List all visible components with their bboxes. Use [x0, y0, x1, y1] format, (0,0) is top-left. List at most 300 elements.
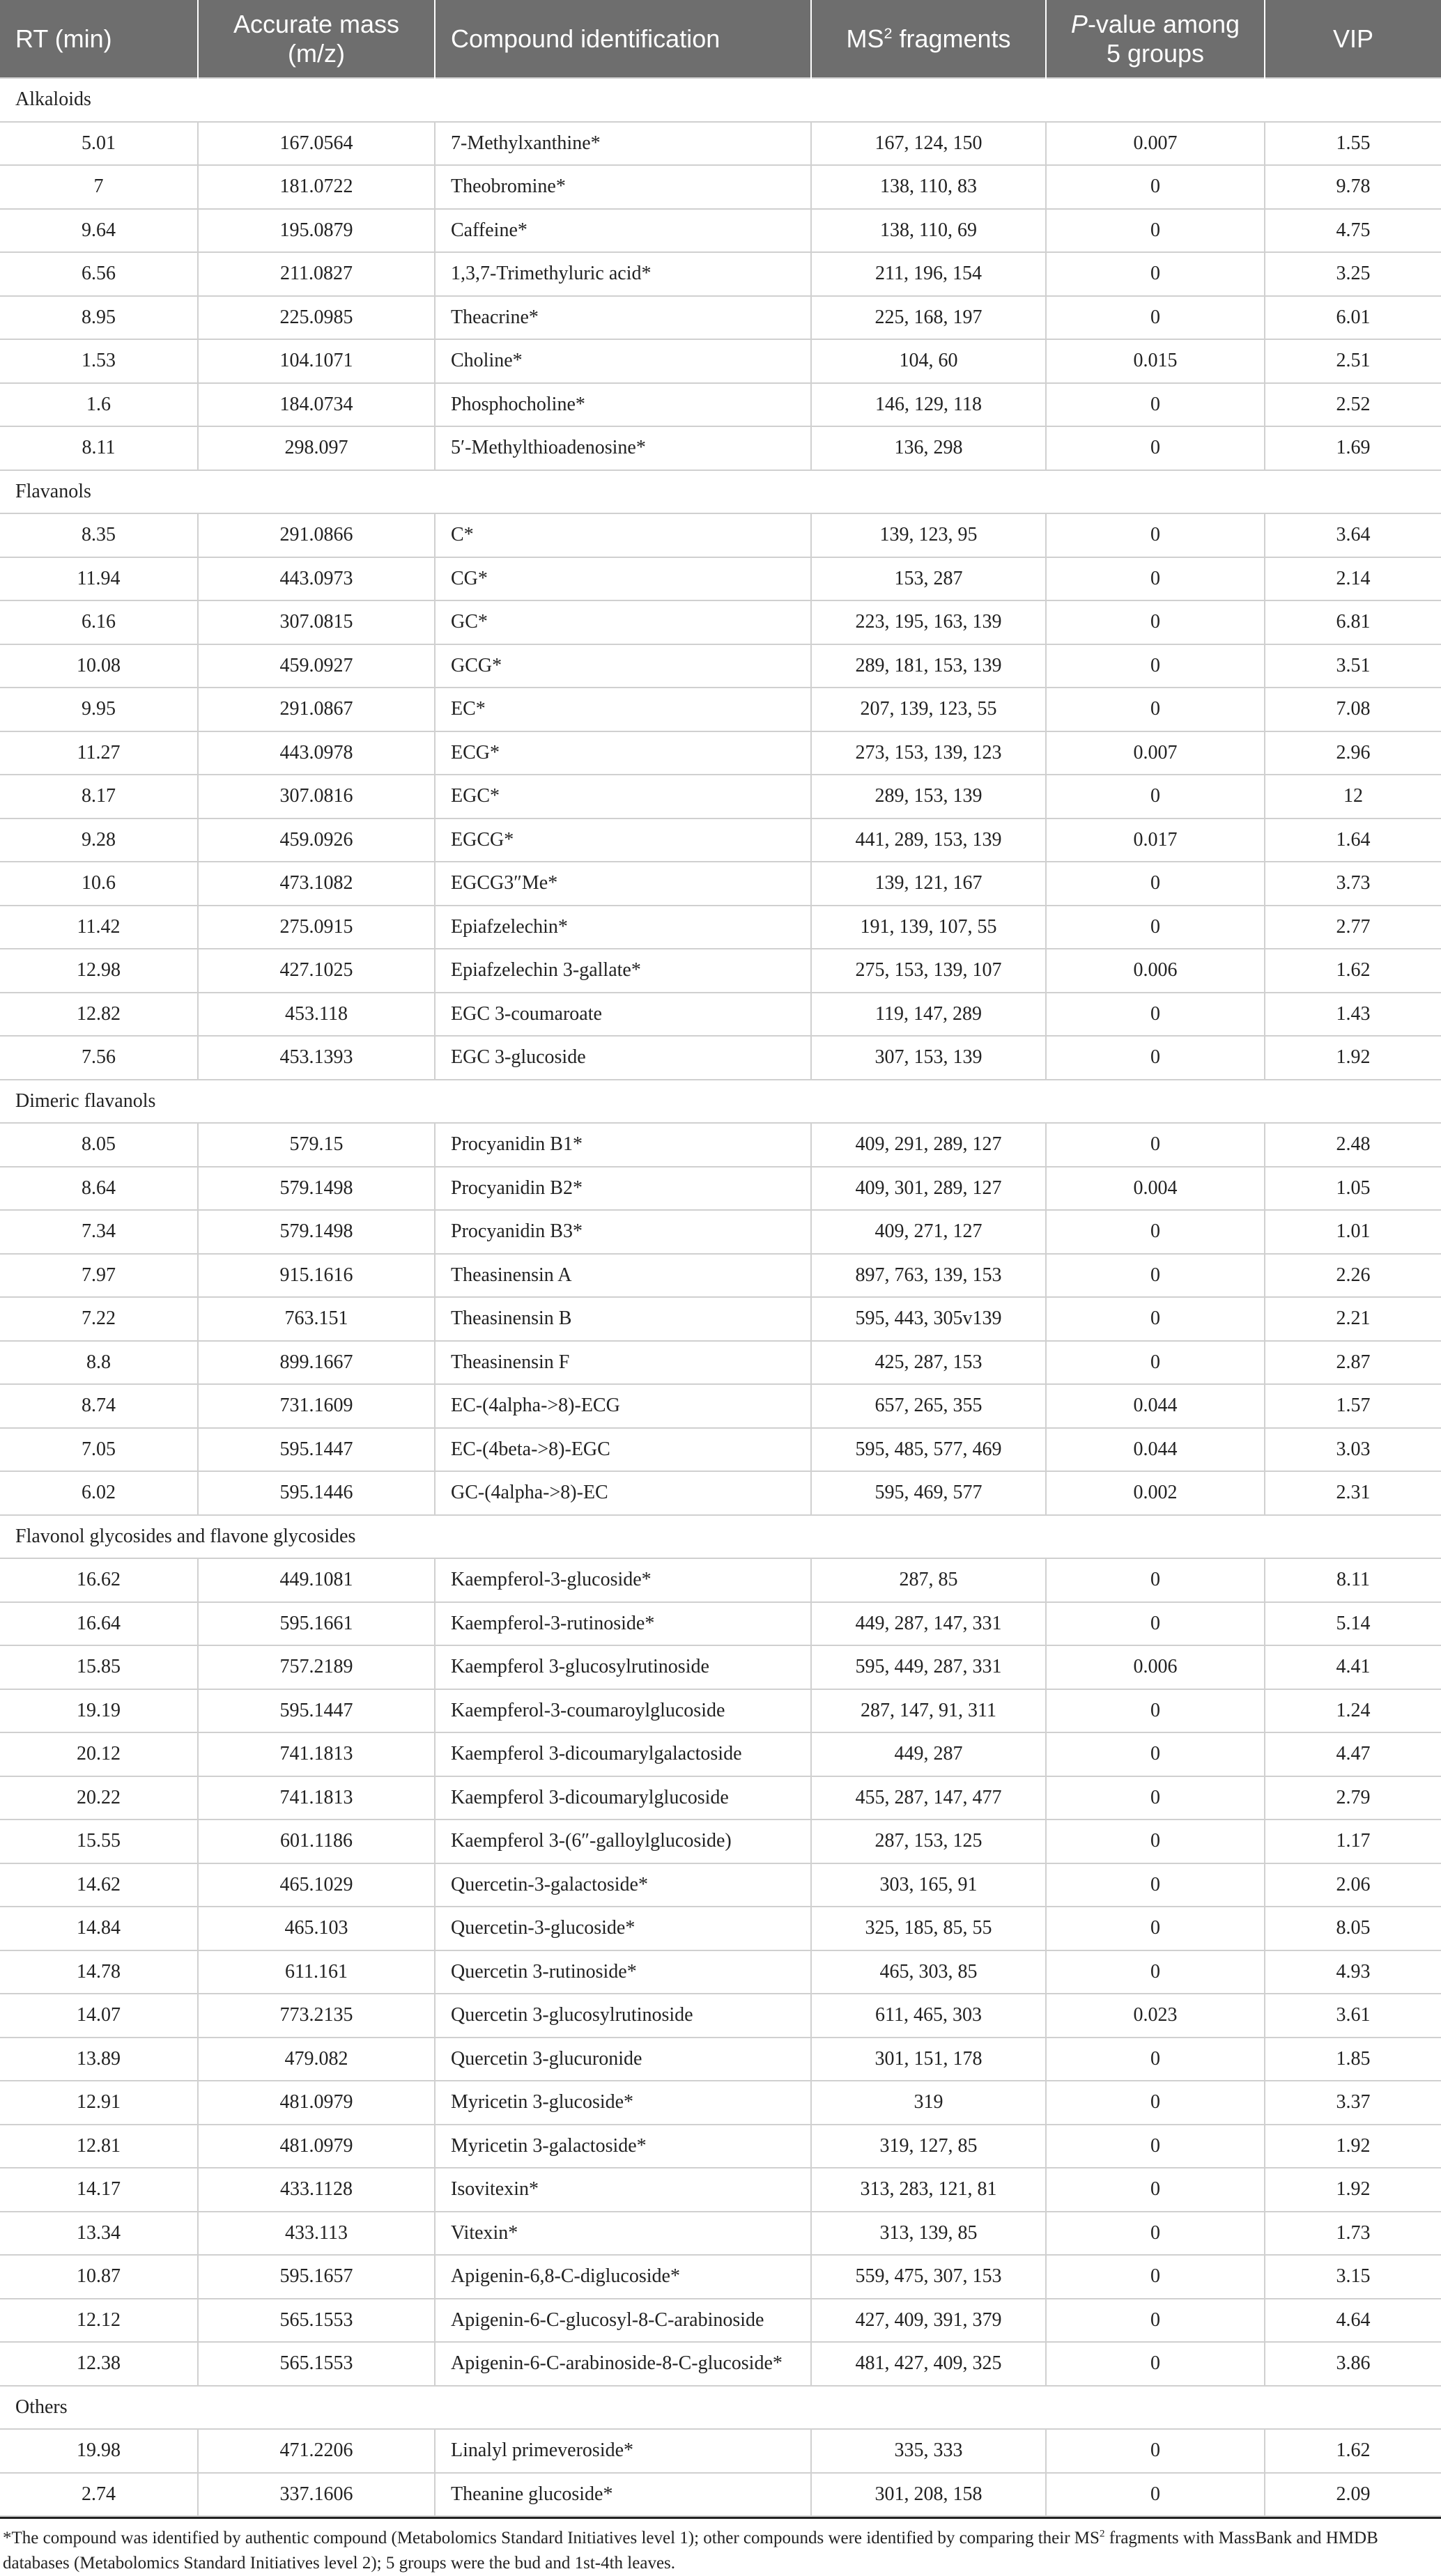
cell-rt: 14.07: [0, 1994, 198, 2038]
cell-compound: Apigenin-6-C-glucosyl-8-C-arabinoside: [435, 2299, 811, 2343]
table-row: [0, 252, 1441, 296]
cell-vip: 1.73: [1265, 2212, 1441, 2256]
cell-ms2: 455, 287, 147, 477: [811, 1776, 1046, 1820]
cell-rt: 9.95: [0, 688, 198, 731]
table-row: [0, 209, 1441, 253]
cell-ms2: 191, 139, 107, 55: [811, 906, 1046, 949]
cell-mass: 167.0564: [198, 122, 435, 166]
cell-ms2: 211, 196, 154: [811, 252, 1046, 296]
cell-pvalue: 0: [1046, 862, 1265, 906]
cell-vip: 3.25: [1265, 252, 1441, 296]
cell-pvalue: 0: [1046, 2168, 1265, 2212]
cell-compound: Apigenin-6,8-C-diglucoside*: [435, 2255, 811, 2299]
table-row: [0, 1210, 1441, 1254]
cell-compound: Quercetin 3-rutinoside*: [435, 1950, 811, 1994]
cell-compound: Kaempferol 3-glucosylrutinoside: [435, 1645, 811, 1689]
table-row: [0, 2342, 1441, 2386]
table-row: [0, 1384, 1441, 1428]
cell-mass: 565.1553: [198, 2342, 435, 2386]
cell-vip: 1.69: [1265, 426, 1441, 470]
cell-vip: 3.64: [1265, 513, 1441, 557]
cell-pvalue: 0: [1046, 1732, 1265, 1776]
cell-vip: 4.93: [1265, 1950, 1441, 1994]
cell-compound: Theasinensin A: [435, 1254, 811, 1298]
cell-mass: 275.0915: [198, 906, 435, 949]
cell-rt: 7.56: [0, 1036, 198, 1080]
cell-ms2: 595, 449, 287, 331: [811, 1645, 1046, 1689]
cell-ms2: 427, 409, 391, 379: [811, 2299, 1046, 2343]
cell-mass: 453.1393: [198, 1036, 435, 1080]
cell-ms2: 325, 185, 85, 55: [811, 1907, 1046, 1950]
table-row: [0, 1123, 1441, 1167]
cell-pvalue: 0: [1046, 1820, 1265, 1863]
table-row: [0, 600, 1441, 644]
cell-vip: 2.14: [1265, 557, 1441, 601]
cell-vip: 2.77: [1265, 906, 1441, 949]
table-row: [0, 906, 1441, 949]
cell-pvalue: 0: [1046, 2299, 1265, 2343]
cell-mass: 595.1447: [198, 1428, 435, 1472]
cell-ms2: 409, 301, 289, 127: [811, 1167, 1046, 1211]
table-row: [0, 644, 1441, 688]
table-row: [0, 2473, 1441, 2517]
cell-vip: 8.05: [1265, 1907, 1441, 1950]
cell-pvalue: 0.002: [1046, 1471, 1265, 1515]
cell-ms2: 319: [811, 2081, 1046, 2125]
cell-ms2: 449, 287: [811, 1732, 1046, 1776]
table-row: [0, 1297, 1441, 1341]
cell-rt: 14.17: [0, 2168, 198, 2212]
cell-compound: Myricetin 3-galactoside*: [435, 2125, 811, 2168]
cell-vip: 1.64: [1265, 818, 1441, 862]
cell-vip: 5.14: [1265, 1602, 1441, 1646]
cell-mass: 184.0734: [198, 383, 435, 427]
cell-rt: 20.22: [0, 1776, 198, 1820]
cell-rt: 7.97: [0, 1254, 198, 1298]
cell-compound: 7-Methylxanthine*: [435, 122, 811, 166]
group-row: [0, 470, 1441, 514]
cell-vip: 1.62: [1265, 2429, 1441, 2473]
cell-rt: 7.05: [0, 1428, 198, 1472]
cell-rt: 10.08: [0, 644, 198, 688]
cell-rt: 8.64: [0, 1167, 198, 1211]
cell-mass: 459.0926: [198, 818, 435, 862]
cell-pvalue: 0: [1046, 557, 1265, 601]
cell-mass: 601.1186: [198, 1820, 435, 1863]
table-row: [0, 165, 1441, 209]
table-row: [0, 296, 1441, 340]
table-header-row: [0, 0, 1441, 78]
cell-pvalue: 0: [1046, 2212, 1265, 2256]
cell-compound: EGC 3-glucoside: [435, 1036, 811, 1080]
cell-ms2: 313, 139, 85: [811, 2212, 1046, 2256]
cell-rt: 16.64: [0, 1602, 198, 1646]
cell-vip: 6.81: [1265, 600, 1441, 644]
cell-compound: Epiafzelechin*: [435, 906, 811, 949]
cell-compound: Kaempferol-3-coumaroylglucoside: [435, 1689, 811, 1733]
cell-vip: 1.01: [1265, 1210, 1441, 1254]
cell-rt: 1.6: [0, 383, 198, 427]
cell-mass: 471.2206: [198, 2429, 435, 2473]
cell-mass: 481.0979: [198, 2125, 435, 2168]
cell-ms2: 301, 208, 158: [811, 2473, 1046, 2517]
table-row: [0, 1428, 1441, 1472]
col-header-pvalue: P-value among 5 groups: [1046, 0, 1265, 78]
cell-compound: EC-(4beta->8)-EGC: [435, 1428, 811, 1472]
cell-mass: 449.1081: [198, 1558, 435, 1602]
cell-compound: GCG*: [435, 644, 811, 688]
table-row: [0, 426, 1441, 470]
cell-ms2: 611, 465, 303: [811, 1994, 1046, 2038]
cell-ms2: 303, 165, 91: [811, 1863, 1046, 1907]
cell-pvalue: 0: [1046, 426, 1265, 470]
cell-vip: 1.92: [1265, 2168, 1441, 2212]
cell-pvalue: 0: [1046, 2125, 1265, 2168]
cell-pvalue: 0: [1046, 1863, 1265, 1907]
table-row: [0, 2168, 1441, 2212]
cell-rt: 11.27: [0, 731, 198, 775]
cell-rt: 6.56: [0, 252, 198, 296]
cell-ms2: 481, 427, 409, 325: [811, 2342, 1046, 2386]
cell-vip: 7.08: [1265, 688, 1441, 731]
cell-vip: 4.64: [1265, 2299, 1441, 2343]
cell-pvalue: 0: [1046, 513, 1265, 557]
cell-mass: 465.1029: [198, 1863, 435, 1907]
cell-compound: Theanine glucoside*: [435, 2473, 811, 2517]
cell-vip: 1.55: [1265, 122, 1441, 166]
cell-vip: 1.24: [1265, 1689, 1441, 1733]
cell-rt: 8.95: [0, 296, 198, 340]
cell-rt: 14.84: [0, 1907, 198, 1950]
cell-pvalue: 0: [1046, 775, 1265, 818]
cell-vip: 1.92: [1265, 2125, 1441, 2168]
cell-ms2: 153, 287: [811, 557, 1046, 601]
cell-mass: 433.1128: [198, 2168, 435, 2212]
cell-pvalue: 0: [1046, 1254, 1265, 1298]
cell-compound: EGCG3″Me*: [435, 862, 811, 906]
cell-compound: EC*: [435, 688, 811, 731]
table-row: [0, 557, 1441, 601]
cell-compound: 1,3,7-Trimethyluric acid*: [435, 252, 811, 296]
cell-ms2: 225, 168, 197: [811, 296, 1046, 340]
table-row: [0, 1036, 1441, 1080]
cell-compound: Theacrine*: [435, 296, 811, 340]
cell-mass: 595.1661: [198, 1602, 435, 1646]
cell-pvalue: 0: [1046, 1341, 1265, 1385]
table-row: [0, 2429, 1441, 2473]
table-row: [0, 1776, 1441, 1820]
cell-compound: GC-(4alpha->8)-EC: [435, 1471, 811, 1515]
cell-compound: Procyanidin B3*: [435, 1210, 811, 1254]
cell-ms2: 319, 127, 85: [811, 2125, 1046, 2168]
cell-mass: 579.1498: [198, 1210, 435, 1254]
cell-rt: 8.35: [0, 513, 198, 557]
cell-rt: 1.53: [0, 339, 198, 383]
table-row: [0, 1602, 1441, 1646]
cell-pvalue: 0: [1046, 1036, 1265, 1080]
cell-rt: 12.38: [0, 2342, 198, 2386]
cell-rt: 12.98: [0, 949, 198, 993]
cell-pvalue: 0.004: [1046, 1167, 1265, 1211]
table-row: [0, 1341, 1441, 1385]
cell-compound: EGCG*: [435, 818, 811, 862]
cell-compound: Quercetin 3-glucosylrutinoside: [435, 1994, 811, 2038]
cell-pvalue: 0.015: [1046, 339, 1265, 383]
group-label: Flavonol glycosides and flavone glycosides: [0, 1515, 1441, 1559]
cell-ms2: 409, 271, 127: [811, 1210, 1046, 1254]
cell-ms2: 335, 333: [811, 2429, 1046, 2473]
cell-pvalue: 0: [1046, 1210, 1265, 1254]
cell-rt: 11.94: [0, 557, 198, 601]
cell-ms2: 289, 181, 153, 139: [811, 644, 1046, 688]
table-row: [0, 1167, 1441, 1211]
cell-rt: 5.01: [0, 122, 198, 166]
cell-pvalue: 0.006: [1046, 1645, 1265, 1689]
table-row: [0, 1950, 1441, 1994]
col-header-compound: Compound identification: [435, 0, 811, 78]
cell-mass: 741.1813: [198, 1732, 435, 1776]
cell-pvalue: 0: [1046, 1950, 1265, 1994]
cell-mass: 291.0867: [198, 688, 435, 731]
cell-ms2: 287, 147, 91, 311: [811, 1689, 1046, 1733]
cell-compound: Theasinensin B: [435, 1297, 811, 1341]
cell-pvalue: 0.006: [1046, 949, 1265, 993]
cell-ms2: 409, 291, 289, 127: [811, 1123, 1046, 1167]
cell-vip: 4.47: [1265, 1732, 1441, 1776]
cell-vip: 3.03: [1265, 1428, 1441, 1472]
cell-mass: 211.0827: [198, 252, 435, 296]
cell-vip: 3.61: [1265, 1994, 1441, 2038]
table-row: [0, 122, 1441, 166]
cell-rt: 10.6: [0, 862, 198, 906]
cell-mass: 565.1553: [198, 2299, 435, 2343]
cell-rt: 8.17: [0, 775, 198, 818]
cell-vip: 1.05: [1265, 1167, 1441, 1211]
group-label: Alkaloids: [0, 78, 1441, 122]
cell-compound: Kaempferol 3-(6″-galloylglucoside): [435, 1820, 811, 1863]
cell-ms2: 595, 469, 577: [811, 1471, 1046, 1515]
cell-ms2: 119, 147, 289: [811, 993, 1046, 1037]
table-row: [0, 2125, 1441, 2168]
cell-vip: 1.92: [1265, 1036, 1441, 1080]
cell-vip: 1.43: [1265, 993, 1441, 1037]
cell-ms2: 139, 121, 167: [811, 862, 1046, 906]
cell-vip: 2.06: [1265, 1863, 1441, 1907]
cell-rt: 7.34: [0, 1210, 198, 1254]
cell-pvalue: 0: [1046, 296, 1265, 340]
table-row: [0, 818, 1441, 862]
cell-compound: EGC*: [435, 775, 811, 818]
cell-rt: 15.85: [0, 1645, 198, 1689]
cell-compound: ECG*: [435, 731, 811, 775]
cell-rt: 8.8: [0, 1341, 198, 1385]
table-row: [0, 1863, 1441, 1907]
table-row: [0, 2038, 1441, 2081]
cell-compound: Linalyl primeveroside*: [435, 2429, 811, 2473]
cell-ms2: 275, 153, 139, 107: [811, 949, 1046, 993]
cell-rt: 12.81: [0, 2125, 198, 2168]
cell-pvalue: 0.044: [1046, 1428, 1265, 1472]
cell-vip: 12: [1265, 775, 1441, 818]
cell-ms2: 136, 298: [811, 426, 1046, 470]
cell-vip: 2.09: [1265, 2473, 1441, 2517]
cell-rt: 19.19: [0, 1689, 198, 1733]
cell-mass: 298.097: [198, 426, 435, 470]
cell-compound: Quercetin 3-glucuronide: [435, 2038, 811, 2081]
table-row: [0, 2212, 1441, 2256]
cell-pvalue: 0: [1046, 2342, 1265, 2386]
cell-ms2: 287, 85: [811, 1558, 1046, 1602]
cell-mass: 611.161: [198, 1950, 435, 1994]
cell-rt: 13.34: [0, 2212, 198, 2256]
table-body: [0, 78, 1441, 2516]
table-row: [0, 1645, 1441, 1689]
cell-mass: 579.15: [198, 1123, 435, 1167]
cell-mass: 443.0973: [198, 557, 435, 601]
group-label: Dimeric flavanols: [0, 1080, 1441, 1124]
cell-mass: 453.118: [198, 993, 435, 1037]
cell-mass: 443.0978: [198, 731, 435, 775]
cell-ms2: 167, 124, 150: [811, 122, 1046, 166]
cell-mass: 195.0879: [198, 209, 435, 253]
cell-pvalue: 0: [1046, 1602, 1265, 1646]
cell-vip: 2.51: [1265, 339, 1441, 383]
table-row: [0, 1907, 1441, 1950]
cell-ms2: 146, 129, 118: [811, 383, 1046, 427]
cell-compound: EC-(4alpha->8)-ECG: [435, 1384, 811, 1428]
cell-mass: 595.1657: [198, 2255, 435, 2299]
group-row: [0, 1515, 1441, 1559]
table-row: [0, 1732, 1441, 1776]
cell-vip: 6.01: [1265, 296, 1441, 340]
cell-rt: 7.22: [0, 1297, 198, 1341]
cell-ms2: 301, 151, 178: [811, 2038, 1046, 2081]
cell-rt: 9.28: [0, 818, 198, 862]
cell-vip: 2.87: [1265, 1341, 1441, 1385]
table-row: [0, 1820, 1441, 1863]
cell-rt: 11.42: [0, 906, 198, 949]
cell-compound: Procyanidin B2*: [435, 1167, 811, 1211]
cell-rt: 10.87: [0, 2255, 198, 2299]
cell-compound: Kaempferol-3-glucoside*: [435, 1558, 811, 1602]
table-row: [0, 731, 1441, 775]
col-header-mass: Accurate mass (m/z): [198, 0, 435, 78]
cell-vip: 3.51: [1265, 644, 1441, 688]
cell-compound: Apigenin-6-C-arabinoside-8-C-glucoside*: [435, 2342, 811, 2386]
cell-compound: Isovitexin*: [435, 2168, 811, 2212]
group-row: [0, 78, 1441, 122]
cell-rt: 12.91: [0, 2081, 198, 2125]
cell-mass: 579.1498: [198, 1167, 435, 1211]
cell-pvalue: 0: [1046, 2429, 1265, 2473]
cell-pvalue: 0: [1046, 644, 1265, 688]
cell-vip: 2.31: [1265, 1471, 1441, 1515]
cell-compound: Kaempferol 3-dicoumarylglucoside: [435, 1776, 811, 1820]
cell-mass: 915.1616: [198, 1254, 435, 1298]
cell-compound: Kaempferol-3-rutinoside*: [435, 1602, 811, 1646]
cell-pvalue: 0: [1046, 1297, 1265, 1341]
cell-ms2: 139, 123, 95: [811, 513, 1046, 557]
cell-vip: 2.52: [1265, 383, 1441, 427]
cell-compound: Epiafzelechin 3-gallate*: [435, 949, 811, 993]
table-row: [0, 993, 1441, 1037]
cell-mass: 595.1446: [198, 1471, 435, 1515]
cell-rt: 7: [0, 165, 198, 209]
cell-vip: 2.21: [1265, 1297, 1441, 1341]
cell-ms2: 273, 153, 139, 123: [811, 731, 1046, 775]
cell-pvalue: 0: [1046, 2473, 1265, 2517]
cell-mass: 307.0815: [198, 600, 435, 644]
col-header-ms2: $MS^2$ fragments: [811, 0, 1046, 78]
cell-mass: 595.1447: [198, 1689, 435, 1733]
group-row: [0, 1080, 1441, 1124]
cell-vip: 1.57: [1265, 1384, 1441, 1428]
cell-pvalue: 0: [1046, 2038, 1265, 2081]
cell-mass: 465.103: [198, 1907, 435, 1950]
cell-pvalue: 0: [1046, 1123, 1265, 1167]
cell-mass: 763.151: [198, 1297, 435, 1341]
cell-rt: 15.55: [0, 1820, 198, 1863]
cell-ms2: 465, 303, 85: [811, 1950, 1046, 1994]
cell-mass: 757.2189: [198, 1645, 435, 1689]
col-header-rt: RT (min): [0, 0, 198, 78]
table-row: [0, 862, 1441, 906]
cell-vip: 8.11: [1265, 1558, 1441, 1602]
table-row: [0, 513, 1441, 557]
table-row: [0, 688, 1441, 731]
table-row: [0, 775, 1441, 818]
cell-ms2: 223, 195, 163, 139: [811, 600, 1046, 644]
table-row: [0, 2255, 1441, 2299]
cell-mass: 104.1071: [198, 339, 435, 383]
cell-rt: 20.12: [0, 1732, 198, 1776]
cell-ms2: 595, 443, 305v139: [811, 1297, 1046, 1341]
cell-pvalue: 0: [1046, 252, 1265, 296]
cell-pvalue: 0.007: [1046, 731, 1265, 775]
cell-mass: 225.0985: [198, 296, 435, 340]
table-row: [0, 1994, 1441, 2038]
cell-mass: 181.0722: [198, 165, 435, 209]
cell-vip: 4.41: [1265, 1645, 1441, 1689]
cell-rt: 6.16: [0, 600, 198, 644]
cell-pvalue: 0: [1046, 1558, 1265, 1602]
cell-ms2: 897, 763, 139, 153: [811, 1254, 1046, 1298]
cell-ms2: 595, 485, 577, 469: [811, 1428, 1046, 1472]
cell-rt: 8.05: [0, 1123, 198, 1167]
cell-mass: 773.2135: [198, 1994, 435, 2038]
cell-compound: Quercetin-3-galactoside*: [435, 1863, 811, 1907]
table-row: [0, 2299, 1441, 2343]
cell-pvalue: 0: [1046, 688, 1265, 731]
group-row: [0, 2386, 1441, 2430]
table-row: [0, 2081, 1441, 2125]
cell-ms2: 138, 110, 69: [811, 209, 1046, 253]
cell-rt: 8.11: [0, 426, 198, 470]
cell-pvalue: 0: [1046, 2081, 1265, 2125]
cell-pvalue: 0: [1046, 383, 1265, 427]
cell-compound: Phosphocholine*: [435, 383, 811, 427]
cell-vip: 1.17: [1265, 1820, 1441, 1863]
cell-pvalue: 0: [1046, 1907, 1265, 1950]
cell-mass: 899.1667: [198, 1341, 435, 1385]
cell-ms2: 207, 139, 123, 55: [811, 688, 1046, 731]
cell-ms2: 425, 287, 153: [811, 1341, 1046, 1385]
cell-vip: 2.79: [1265, 1776, 1441, 1820]
cell-vip: 1.85: [1265, 2038, 1441, 2081]
table-row: [0, 1558, 1441, 1602]
col-header-vip: VIP: [1265, 0, 1441, 78]
cell-pvalue: 0: [1046, 906, 1265, 949]
